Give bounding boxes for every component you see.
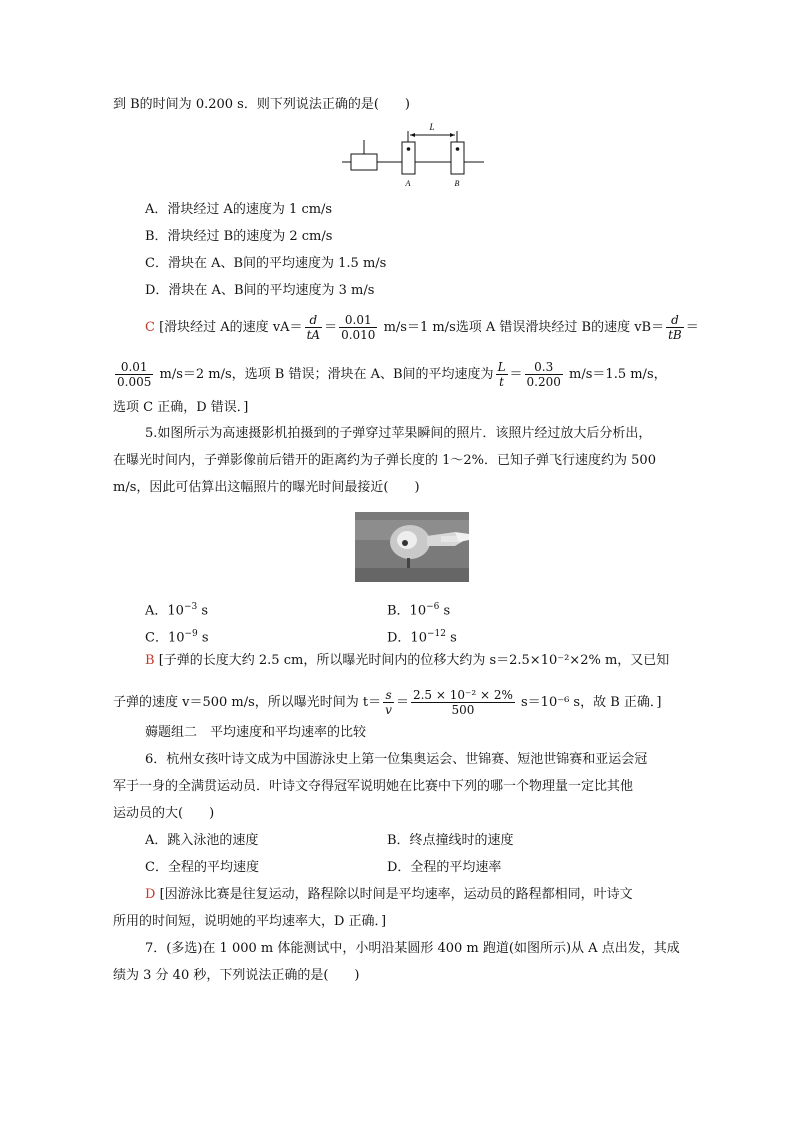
q5-option-a: A．$10^{-3}$ s bbox=[145, 602, 209, 619]
group2-title: 薅题组二 平均速度和平均速率的比较 bbox=[145, 725, 367, 740]
q4-solution-line3: 选项 C 正确，D 错误．] bbox=[113, 400, 249, 415]
q6-option-b: B．终点撞线时的速度 bbox=[387, 833, 514, 848]
q4-option-b: B．滑块经过 B的速度为 2 cm/s bbox=[145, 229, 333, 244]
q5-option-c: C．$10^{-9}$ s bbox=[145, 629, 209, 646]
q5-answer-letter: B bbox=[145, 653, 155, 668]
label-A: A bbox=[405, 179, 411, 188]
q5-stem-3: m/s，因此可估算出这幅照片的曝光时间最接近( ) bbox=[113, 480, 420, 495]
q6-stem-3: 运动员的大( ) bbox=[113, 806, 215, 821]
q4-solution-line2: $\frac{0.01}{0.005}$ m/s＝2 m/s，选项 B 错误；滑块在 A、B间的平均速度为 $\frac{L}{t}$ ＝ $\frac{0.3}{0.200}$ m/s＝1.5 m/s， bbox=[117, 360, 667, 389]
q6-option-a: A．跳入泳池的速度 bbox=[145, 833, 259, 848]
q7-stem-2: 绩为 3 分 40 秒，下列说法正确的是( ) bbox=[113, 968, 360, 983]
q5-option-d: D．$10^{-12}$ s bbox=[387, 629, 457, 646]
q6-option-d: D．全程的平均速率 bbox=[387, 860, 502, 875]
q5-stem-1: 5.如图所示为高速摄影机拍摄到的子弹穿过苹果瞬间的照片．该照片经过放大后分析出， bbox=[145, 426, 652, 441]
bullet-apple-photo bbox=[355, 512, 469, 582]
q4-option-d: D．滑块在 A、B间的平均速度为 3 m/s bbox=[145, 283, 375, 298]
q4-intro: 到 B的时间为 0.200 s．则下列说法正确的是( ) bbox=[113, 97, 410, 112]
q5-solution-line2: 子弹的速度 v＝500 m/s，所以曝光时间为 t＝ $\frac{s}{v}$ ＝ $\frac{\text{2.5 × 10⁻² × 2\%}}{500}$ s＝10⁻⁶ s，故 B 正确．] bbox=[113, 688, 662, 717]
slider-diagram bbox=[338, 118, 488, 190]
q6-solution-line2: 所用的时间短，说明她的平均速率大，D 正确．] bbox=[113, 914, 387, 929]
q4-option-a: A．滑块经过 A的速度为 1 cm/s bbox=[145, 202, 333, 217]
q5-solution-line1: B [子弹的长度大约 2.5 cm，所以曝光时间内的位移大约为 s＝2.5×10⁻²×2% m，又已知 bbox=[145, 653, 670, 668]
q5-option-b: B．$10^{-6}$ s bbox=[387, 602, 451, 619]
q4-answer-letter: C bbox=[145, 320, 155, 335]
q5-stem-2: 在曝光时间内，子弹影像前后错开的距离约为子弹长度的 1～2%．已知子弹飞行速度约为 500 bbox=[113, 453, 656, 468]
q4-option-c: C．滑块在 A、B间的平均速度为 1.5 m/s bbox=[145, 256, 387, 271]
q7-stem-1: 7．(多选)在 1 000 m 体能测试中，小明沿某圆形 400 m 跑道(如图所示)从 A 点出发，其成 bbox=[145, 941, 680, 956]
q6-option-c: C．全程的平均速度 bbox=[145, 860, 259, 875]
q4-solution-line1: C [滑块经过 A的速度 vA＝ $\frac{d}{tA}$ ＝ $\frac{0.01}{0.010}$ m/s＝1 m/s选项 A 错误滑块经过 B的速度 vB＝ $\frac{d}{tB}$ ＝ bbox=[145, 313, 699, 342]
q6-solution-line1: D [因游泳比赛是往复运动，路程除以时间是平均速率，运动员的路程都相同，叶诗文 bbox=[145, 887, 633, 902]
q6-stem-1: 6．杭州女孩叶诗文成为中国游泳史上第一位集奥运会、世锦赛、短池世锦赛和亚运会冠 bbox=[145, 752, 648, 767]
q6-stem-2: 军于一身的全满贯运动员．叶诗文夺得冠军说明她在比赛中下列的哪一个物理量一定比其他 bbox=[113, 779, 634, 794]
q6-answer-letter: D bbox=[145, 887, 156, 902]
label-B: B bbox=[454, 179, 460, 188]
label-L: L bbox=[429, 122, 435, 132]
